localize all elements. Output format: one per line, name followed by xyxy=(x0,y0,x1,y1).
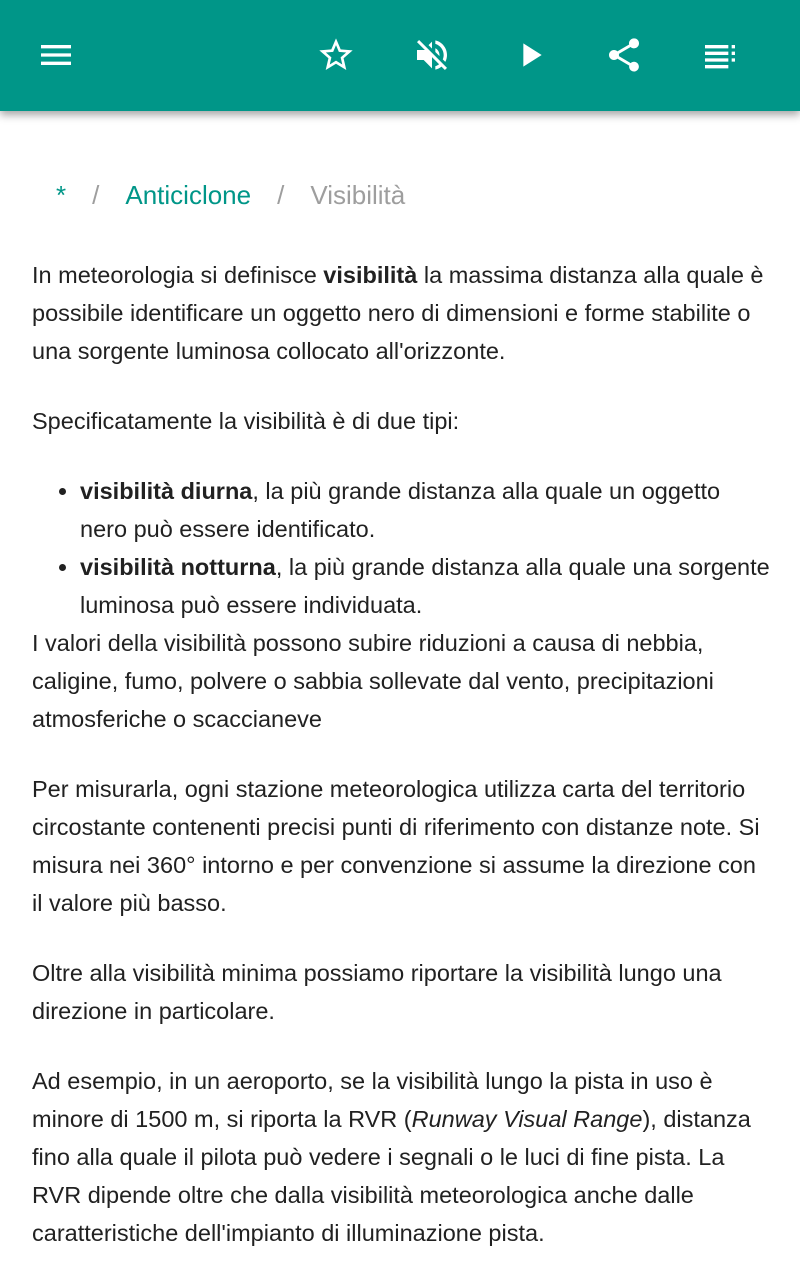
share-icon[interactable] xyxy=(600,31,648,79)
playlist-icon[interactable] xyxy=(696,31,744,79)
paragraph xyxy=(32,256,772,370)
text: Ad esempio, in un aeroporto, se la visibilità lungo la pista in uso è minore di 1500 m, si riporta la RVR ( xyxy=(32,1068,713,1132)
volume-off-icon[interactable] xyxy=(408,31,456,79)
bold-term: visibilità xyxy=(323,262,418,288)
paragraph: Per misurarla, ogni stazione meteorologica utilizza carta del territorio circostante contenenti precisi punti di riferimento con distanze note. Si misura nei 360° intorno e per convenzione si assume la direzione con il valore più basso. xyxy=(32,776,760,916)
text: , la più grande distanza alla quale un oggetto nero può essere identificato. xyxy=(80,478,721,542)
breadcrumb-current: Visibilità xyxy=(310,180,406,210)
play-icon[interactable] xyxy=(506,31,554,79)
breadcrumb-root[interactable]: * xyxy=(56,180,67,210)
breadcrumb-parent[interactable]: Anticiclone xyxy=(125,180,252,210)
bold-term: visibilità notturna xyxy=(80,554,276,580)
italic-term: Runway Visual Range xyxy=(411,1106,643,1132)
menu-icon[interactable] xyxy=(32,31,80,79)
list-item xyxy=(80,472,772,548)
breadcrumb xyxy=(56,180,431,211)
breadcrumb-separator: / xyxy=(277,180,285,210)
bold-term: visibilità diurna xyxy=(80,478,253,504)
paragraph: I valori della visibilità possono subire riduzioni a causa di nebbia, caligine, fumo, polvere o sabbia sollevate dal vento, precipitazioni atmosferiche o scaccianeve xyxy=(32,630,714,732)
text: , la più grande distanza alla quale una sorgente luminosa può essere individuata. xyxy=(80,554,770,618)
breadcrumb-separator: / xyxy=(92,180,100,210)
text: ), distanza fino alla quale il pilota può vedere i segnali o le luci di fine pista. La RVR dipende oltre che dalla visibilità meteorologica anche dalle caratteristiche dell'impianto di illuminazione pista. xyxy=(32,1106,751,1246)
paragraph: Specificatamente la visibilità è di due tipi: xyxy=(32,408,460,434)
paragraph xyxy=(32,1062,772,1252)
visibility-types-list xyxy=(80,472,772,624)
article-content xyxy=(32,256,772,1284)
text: la massima distanza alla quale è possibile identificare un oggetto nero di dimensioni e forme stabilite o una sorgente luminosa collocato all'orizzonte. xyxy=(32,262,764,364)
text: In meteorologia si definisce xyxy=(32,262,324,288)
app-bar xyxy=(0,0,800,111)
paragraph: Oltre alla visibilità minima possiamo riportare la visibilità lungo una direzione in particolare. xyxy=(32,960,722,1024)
star-icon[interactable] xyxy=(312,31,360,79)
list-item xyxy=(80,548,772,624)
